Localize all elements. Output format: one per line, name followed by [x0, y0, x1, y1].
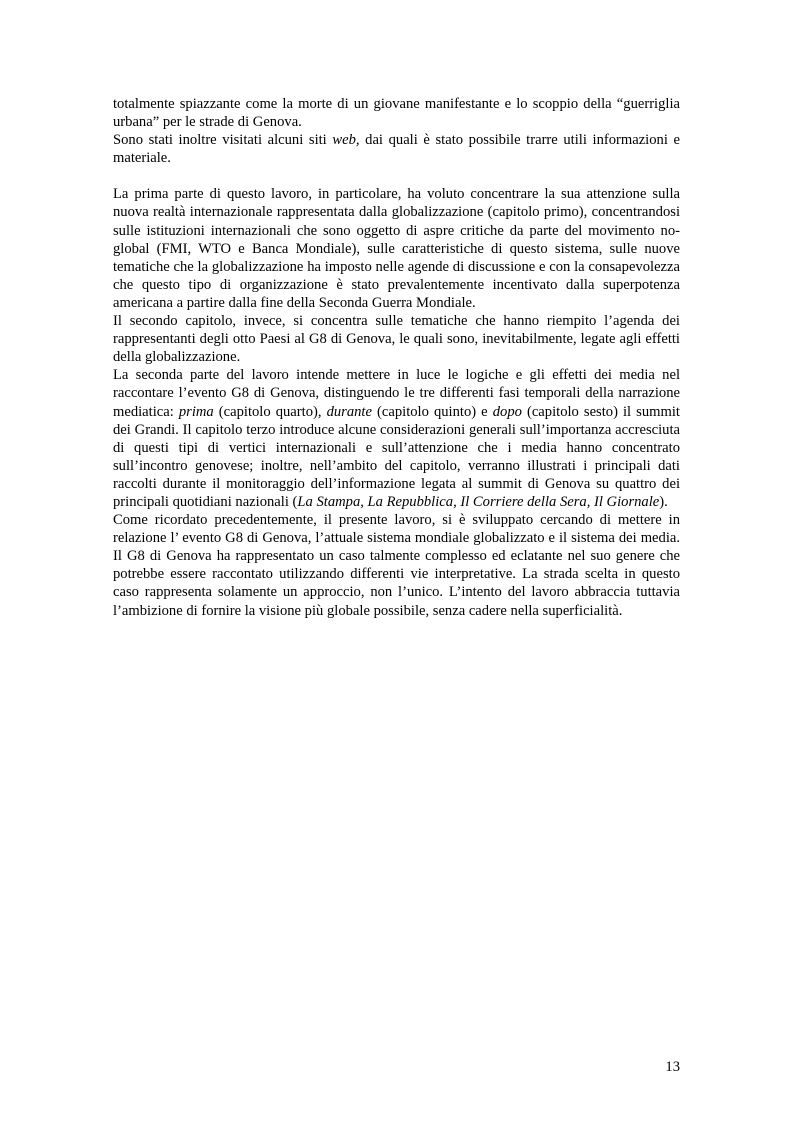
- paragraph-2: [113, 131, 680, 167]
- paragraph-3: [113, 185, 680, 312]
- paragraph-text: Come ricordato precedentemente, il presente lavoro, si è sviluppato cercando di mettere in relazione l’ evento G8 di Genova, l’attuale sistema mondiale globalizzato e il sistema dei media. Il G8 di Genova ha rappresentato un caso talmente complesso ed eclatante nel suo genere che potrebbe essere raccontato utilizzando differenti vie interpretative. La strada scelta in questo caso rappresenta solamente un approccio, non l’unico. L’intento del lavoro abbraccia tuttavia l’ambizione di fornire la visione più globale possibile, senza cadere nella superficialità.: [113, 512, 680, 619]
- paragraph-text: Sono stati inoltre visitati alcuni siti: [113, 132, 333, 149]
- paragraph-5: [113, 366, 680, 511]
- paragraph-text: La prima parte di questo lavoro, in particolare, ha voluto concentrare la sua attenzione sulla nuova realtà internazionale rappresentata dalla globalizzazione (capitolo primo), concentrandosi sulle istituzioni internazionali che sono oggetto di aspre critiche da parte del movimento no-global (FMI, WTO e Banca Mondiale), sulle caratteristiche di questo sistema, sulle nuove tematiche che la globalizzazione ha imposto nelle agende di discussione e con la consapevolezza che questo tipo di organizzazione è stato prevalentemente incentivato dalla superpotenza americana a partire dalla fine della Seconda Guerra Mondiale.: [113, 186, 680, 311]
- paragraph-text: (capitolo quinto) e: [371, 403, 493, 420]
- italic-dopo: dopo: [492, 403, 522, 420]
- paragraph-6: [113, 511, 680, 620]
- paragraph-1: [113, 95, 680, 131]
- italic-prima: prima: [178, 403, 214, 420]
- paragraph-text: Il secondo capitolo, invece, si concentra sulle tematiche che hanno riempito l’agenda dei rappresentanti degli otto Paesi al G8 di Genova, le quali sono, inevitabilmente, legate agli effetti della globalizzazione.: [113, 313, 680, 366]
- paragraph-text: La seconda parte del lavoro intende mettere in luce le logiche e gli effetti dei media nel raccontare l’evento G8 di Genova, distinguendo le tre differenti fasi temporali della narrazione mediatica:: [113, 367, 680, 420]
- paragraph-text: dai quali è stato possibile trarre utili informazioni e materiale.: [113, 132, 680, 167]
- paragraph-text: (capitolo quarto),: [213, 403, 327, 420]
- paragraph-4: [113, 312, 680, 366]
- page-body: [113, 95, 680, 620]
- paragraph-text: totalmente spiazzante come la morte di un giovane manifestante e lo scoppio della “guerriglia urbana” per le strade di Genova.: [113, 96, 680, 131]
- italic-durante: durante: [326, 403, 372, 420]
- page-number: 13: [665, 1059, 680, 1075]
- italic-newspapers: La Stampa, La Repubblica, Il Corriere della Sera, Il Giornale: [297, 493, 660, 510]
- italic-web: web,: [332, 132, 360, 149]
- paragraph-text: (capitolo sesto) il summit dei Grandi. Il capitolo terzo introduce alcune considerazioni generali sull’importanza accresciuta di questi tipi di vertici internazionali e sull’attenzione che i media hanno concentrato sull’incontro genovese; inoltre, nell’ambito del capitolo, verranno illustrati i principali dati raccolti durante il monitoraggio dell’informazione legata al summit di Genova su quattro dei principali quotidiani nazionali (: [113, 403, 680, 510]
- paragraph-text: ).: [659, 493, 668, 510]
